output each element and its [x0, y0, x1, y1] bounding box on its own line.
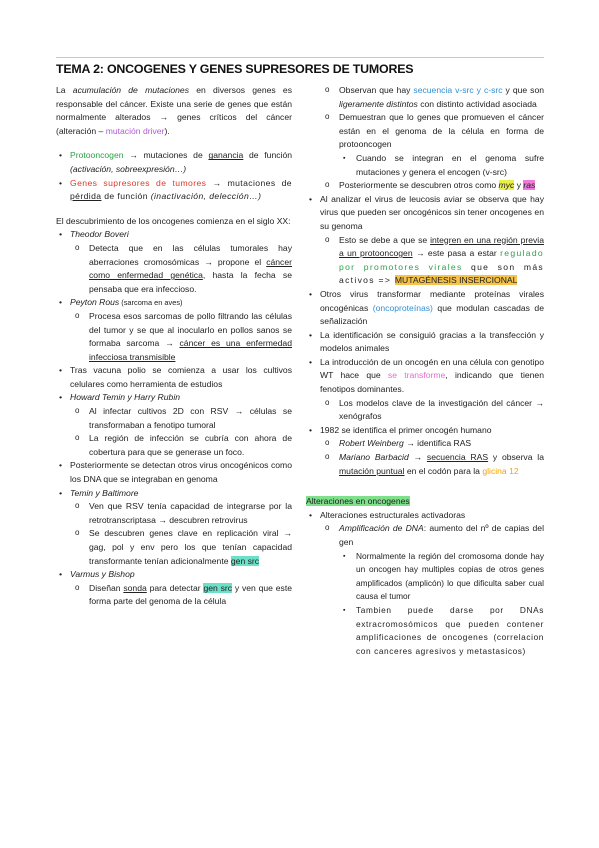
list-item: • Protooncogen → mutaciones de ganancia de función (activación, sobreexpresión…) — [56, 149, 292, 176]
list-item: • La identificación se consiguió gracias a la transfección y modelos animales — [306, 329, 544, 356]
list-item: • Posteriormente se detectan otros virus oncogénicos como los DNA que se integraban en genoma — [56, 459, 292, 486]
list-item: o Procesa esos sarcomas de pollo filtrando las células del tumor y se que al inocularlo en pollos sanos se formaba sarcoma → cáncer es una enfermedad infecciosa transmisible — [56, 310, 292, 364]
list-item: • Alteraciones estructurales activadoras — [306, 509, 544, 523]
list-item: o Detecta que en las células tumorales hay aberraciones cromosómicas → propone el cáncer como enfermedad genética, hasta la fecha se pensaba que era infeccioso. — [56, 242, 292, 296]
alterations-list — [306, 509, 544, 659]
history-list — [56, 228, 292, 609]
list-item: o Ven que RSV tenía capacidad de integrarse por la retrotranscriptasa → descubren retrovirus — [56, 500, 292, 527]
continued-list — [306, 84, 544, 478]
list-item: • 1982 se identifica el primer oncogén humano — [306, 424, 544, 438]
list-item: o La región de infección se cubría con ahora de cobertura para que se generase un foco. — [56, 432, 292, 459]
list-item: o Demuestran que lo genes que promueven el cáncer están en el genoma de la célula en forma de protooncogen — [306, 111, 544, 152]
history-intro: El descubrimiento de los oncogenes comienza en el siglo XX: — [56, 215, 291, 226]
intro-paragraph: La acumulación de mutaciones en diversos genes es responsable del cáncer. Existe una serie de genes que están normalmente alterados → genes críticos del cáncer (alteración – mutación driver). — [56, 85, 292, 136]
list-item: ▪ Cuando se integran en el genoma sufre mutaciones y genera el encogen (v-src) — [306, 152, 544, 179]
section-heading: Alteraciones en oncogenes — [306, 496, 410, 507]
list-item: o Al infectar cultivos 2D con RSV → células se transformaban a fenotipo tumoral — [56, 405, 292, 432]
list-item: o Robert Weinberg → identifica RAS — [306, 437, 544, 451]
list-item: • Peyton Rous (sarcoma en aves) — [56, 296, 292, 310]
list-item: o Diseñan sonda para detectar gen src y ven que este forma parte del genoma de la célula — [56, 582, 292, 609]
list-item: o Mariano Barbacid → secuencia RAS y observa la mutación puntual en el codón para la glicina 12 — [306, 451, 544, 478]
list-item: • Varmus y Bishop — [56, 568, 292, 582]
list-item: • La introducción de un oncogén en una célula con genotipo WT hace que se transforme, indicando que tienen fenotipos dominantes. — [306, 356, 544, 397]
list-item: o Amplificación de DNA: aumento del nº de capias del gen — [306, 522, 544, 549]
list-item: o Posteriormente se descubren otros como myc y ras — [306, 179, 544, 193]
page-title: TEMA 2: ONCOGENES Y GENES SUPRESORES DE TUMORES — [56, 62, 414, 76]
list-item: o Los modelos clave de la investigación del cáncer → xenógrafos — [306, 397, 544, 424]
list-item: • Otros virus transformar mediante proteínas virales oncogénicas (oncoproteínas) que modulan cascadas de señalización — [306, 288, 544, 329]
gene-types-list — [56, 149, 292, 203]
right-column — [306, 84, 544, 658]
list-item: • Genes supresores de tumores → mutaciones de pérdida de función (inactivación, delección…) — [56, 177, 292, 204]
list-item: o Esto se debe a que se integren en una región previa a un protooncogen → este pasa a estar regulado por promotores virales que son más activos => MUTAGÉNESIS INSERCIONAL — [306, 234, 544, 288]
list-item: • Al analizar el virus de leucosis aviar se observa que hay virus que pueden ser oncogénicos sin tener oncogenes en su genoma — [306, 193, 544, 234]
left-column — [56, 84, 292, 609]
list-item: ▪ Normalmente la región del cromosoma donde hay un oncogen hay multiples copias de otros genes amplificados (amplicón) lo que dificulta saber cual causa el tumor — [306, 550, 544, 604]
list-item: ▪ Tambien puede darse por DNAs extracromosómicos que pueden contener amplificaciones de oncogenes (correlacion con canceres agresivos y metastasicos) — [306, 604, 544, 658]
list-item: o Se descubren genes clave en replicación viral → gag, pol y env pero los que tenían capacidad transformante tenían adicionalmente gen src — [56, 527, 292, 568]
list-item: • Tras vacuna polio se comienza a usar los cultivos celulares como herramienta de estudios — [56, 364, 292, 391]
list-item: o Observan que hay secuencia v-src y c-src y que son ligeramente distintos con distinto actividad asociada — [306, 84, 544, 111]
header-rule — [56, 57, 544, 58]
list-item: • Howard Temin y Harry Rubin — [56, 391, 292, 405]
list-item: • Temin y Baltimore — [56, 487, 292, 501]
list-item: • Theodor Boveri — [56, 228, 292, 242]
